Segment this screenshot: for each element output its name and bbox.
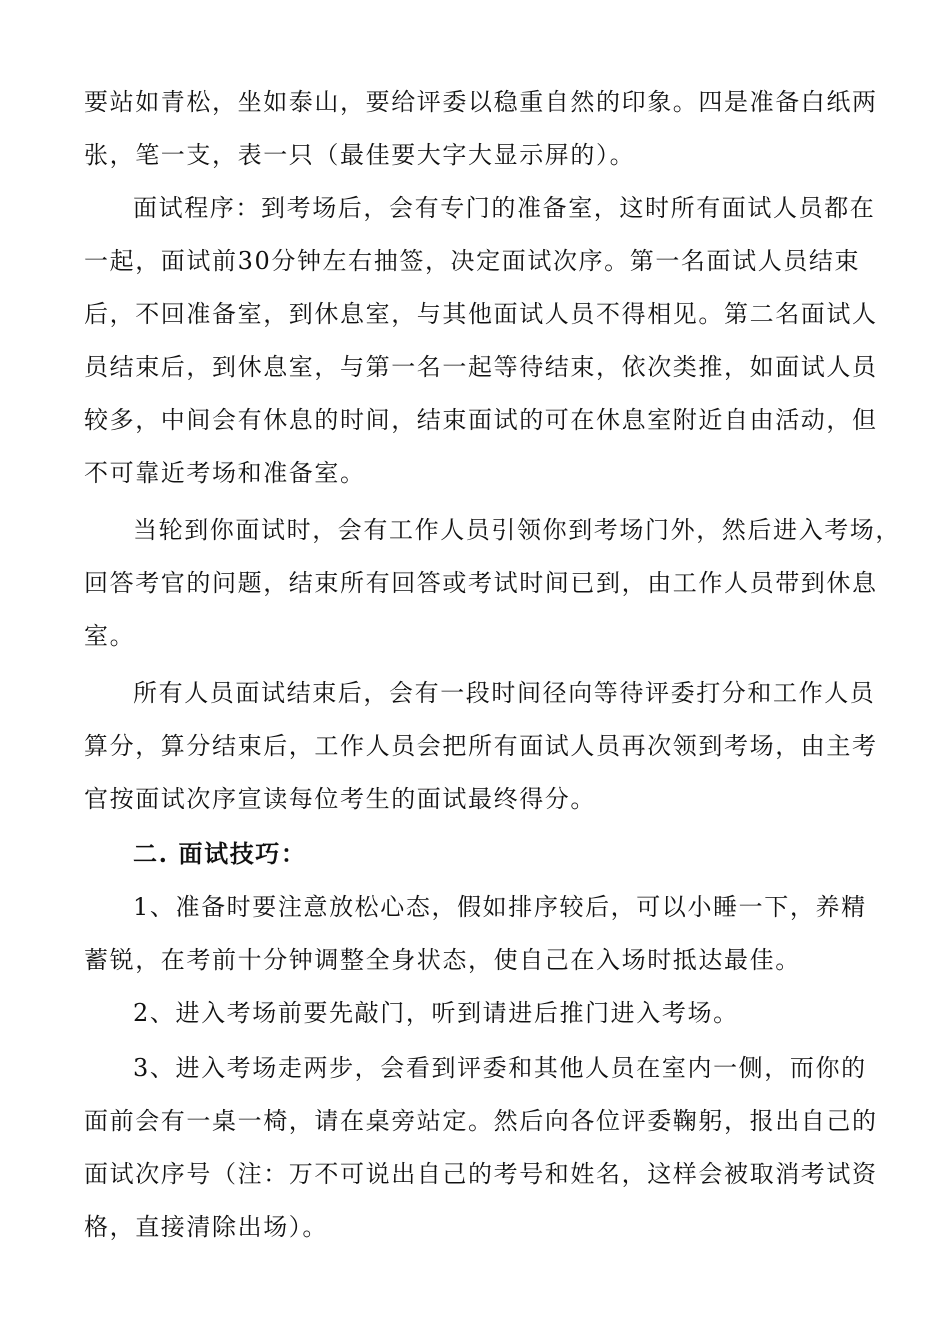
text-line: 格，直接清除出场）。 <box>84 1213 328 1241</box>
text-line: 官按面试次序宣读每位考生的面试最终得分。 <box>84 785 596 813</box>
text-line: 面前会有一桌一椅，请在桌旁站定。然后向各位评委鞠躬，报出自己的 <box>84 1107 878 1135</box>
text-line: 回答考官的问题，结束所有回答或考试时间已到，由工作人员带到休息 <box>84 569 878 597</box>
text-line: 蓄锐，在考前十分钟调整全身状态，使自己在入场时抵达最佳。 <box>84 946 801 974</box>
list-item-start: 3、进入考场走两步，会看到评委和其他人员在室内一侧，而你的 <box>133 1054 867 1082</box>
paragraph-start: 当轮到你面试时，会有工作人员引领你到考场门外，然后进入考场， <box>133 516 901 544</box>
list-item-start: 1、准备时要注意放松心态，假如排序较后，可以小睡一下，养精 <box>133 893 867 921</box>
text-line: 要站如青松，坐如泰山，要给评委以稳重自然的印象。四是准备白纸两 <box>84 88 878 116</box>
text-line: 较多，中间会有休息的时间，结束面试的可在休息室附近自由活动，但 <box>84 406 878 434</box>
section-heading: 二. 面试技巧： <box>133 839 307 868</box>
text-line: 后，不回准备室，到休息室，与其他面试人员不得相见。第二名面试人 <box>84 300 878 328</box>
paragraph-start: 面试程序：到考场后，会有专门的准备室，这时所有面试人员都在 <box>133 194 876 222</box>
text-line: 面试次序号（注：万不可说出自己的考号和姓名，这样会被取消考试资 <box>84 1160 878 1188</box>
text-line: 室。 <box>84 622 136 650</box>
paragraph-start: 所有人员面试结束后，会有一段时间径向等待评委打分和工作人员 <box>133 679 876 707</box>
text-line: 不可靠近考场和准备室。 <box>84 459 366 487</box>
text-line: 算分，算分结束后，工作人员会把所有面试人员再次领到考场，由主考 <box>84 732 878 760</box>
list-item-start: 2、进入考场前要先敲门，听到请进后推门进入考场。 <box>133 999 739 1027</box>
text-line: 员结束后，到休息室，与第一名一起等待结束，依次类推，如面试人员 <box>84 353 878 381</box>
text-line: 张，笔一支，表一只（最佳要大字大显示屏的）。 <box>84 141 636 169</box>
text-line: 一起，面试前30分钟左右抽签，决定面试次序。第一名面试人员结束 <box>84 247 861 275</box>
